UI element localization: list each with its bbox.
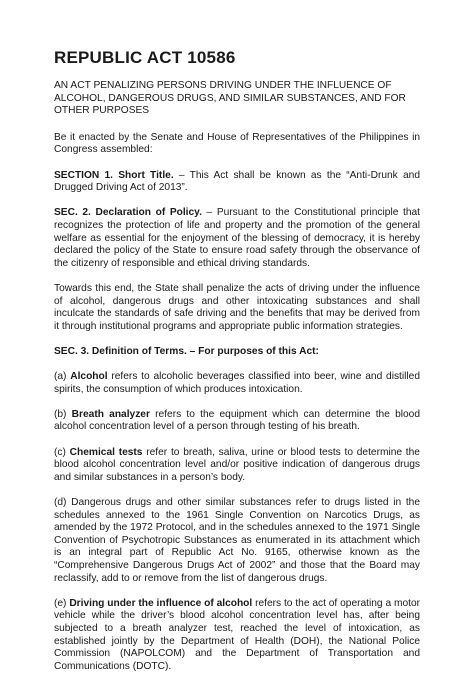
definition-b-text: refers to the equipment which can determine the blood alcohol concentration level of a person through testing of his breath.: [54, 408, 421, 433]
definition-c-label: (c): [54, 446, 70, 458]
section-2-text: – Pursuant to the Constitutional principle that recognizes the protection of life and property and the promotion of the general welfare as essential for the enjoyment of the blessing of democracy, it is hereby declared the policy of the State to ensure road safety through the observance of the citizenry of responsible and ethical driving standards.: [54, 207, 420, 269]
document-title: REPUBLIC ACT 10586: [54, 48, 236, 67]
definition-a: [54, 371, 420, 396]
section-2: [54, 207, 420, 270]
section-1-text: – This Act shall be known as the “Anti-Drunk and Drugged Driving Act of 2013”.: [54, 169, 420, 194]
definition-a-label: (a): [54, 371, 71, 383]
definition-a-text: refers to alcoholic beverages classified into beer, wine and distilled spirits, the consumption of which produces intoxication.: [54, 371, 421, 395]
section-1-heading: SECTION 1. Short Title.: [54, 169, 174, 181]
definition-e-term: Driving under the influence of alcohol: [69, 597, 253, 609]
section-1: [54, 170, 420, 195]
definition-c-text: refer to breath, saliva, urine or blood tests to determine the blood alcohol concentration level and/or positive indication of dangerous drugs and similar substances in a person’s body.: [54, 446, 420, 483]
definition-b-term: Breath analyzer: [71, 408, 150, 420]
definition-d: (d) Dangerous drugs and other similar substances refer to drugs listed in the schedules annexed to the 1961 Single Convention on Narcotics Drugs, as amended by the 1972 Protocol, and in the schedules annexed to the 1971 Single Convention of Psychotropic Substances as enumerated in its attachment which is an integral part of Republic Act No. 9165, otherwise known as the “Comprehensive Dangerous Drugs Act of 2002” and those that the Board may reclassify, add to or remove from the list of dangerous drugs.: [54, 497, 420, 584]
definition-b-label: (b): [54, 408, 72, 420]
document-page: [54, 48, 420, 686]
section-3-heading: SEC. 3. Definition of Terms. – For purposes of this Act:: [54, 345, 319, 357]
definition-a-term: Alcohol: [70, 371, 108, 383]
definition-e: [54, 598, 420, 674]
definition-c-term: Chemical tests: [69, 446, 143, 458]
definition-c: [54, 447, 420, 485]
section-2-heading: SEC. 2. Declaration of Policy.: [54, 207, 202, 219]
definition-e-text: refers to the act of operating a motor vehicle while the driver’s blood alcohol concentration level has, after being subjected to a breath analyzer test, reached the level of intoxication, as established jointly by the Department of Health (DOH), the National Police Commission (NAPOLCOM) and the Department of Transportation and Communications (DOTC).: [54, 597, 421, 672]
enacting-clause: Be it enacted by the Senate and House of Representatives of the Philippines in Congress assembled:: [54, 131, 420, 156]
definition-e-label: (e): [54, 597, 70, 609]
document-subtitle: AN ACT PENALIZING PERSONS DRIVING UNDER THE INFLUENCE OF ALCOHOL, DANGEROUS DRUGS, AND SIMILAR SUBSTANCES, AND FOR OTHER PURPOSES: [54, 80, 406, 117]
definition-b: [54, 409, 420, 434]
section-2-paragraph-2: Towards this end, the State shall penalize the acts of driving under the influence of alcohol, dangerous drugs and other intoxicating substances and shall inculcate the standards of safe driving and the benefits that may be derived from it through institutional programs and appropriate public information strategies.: [54, 282, 420, 332]
